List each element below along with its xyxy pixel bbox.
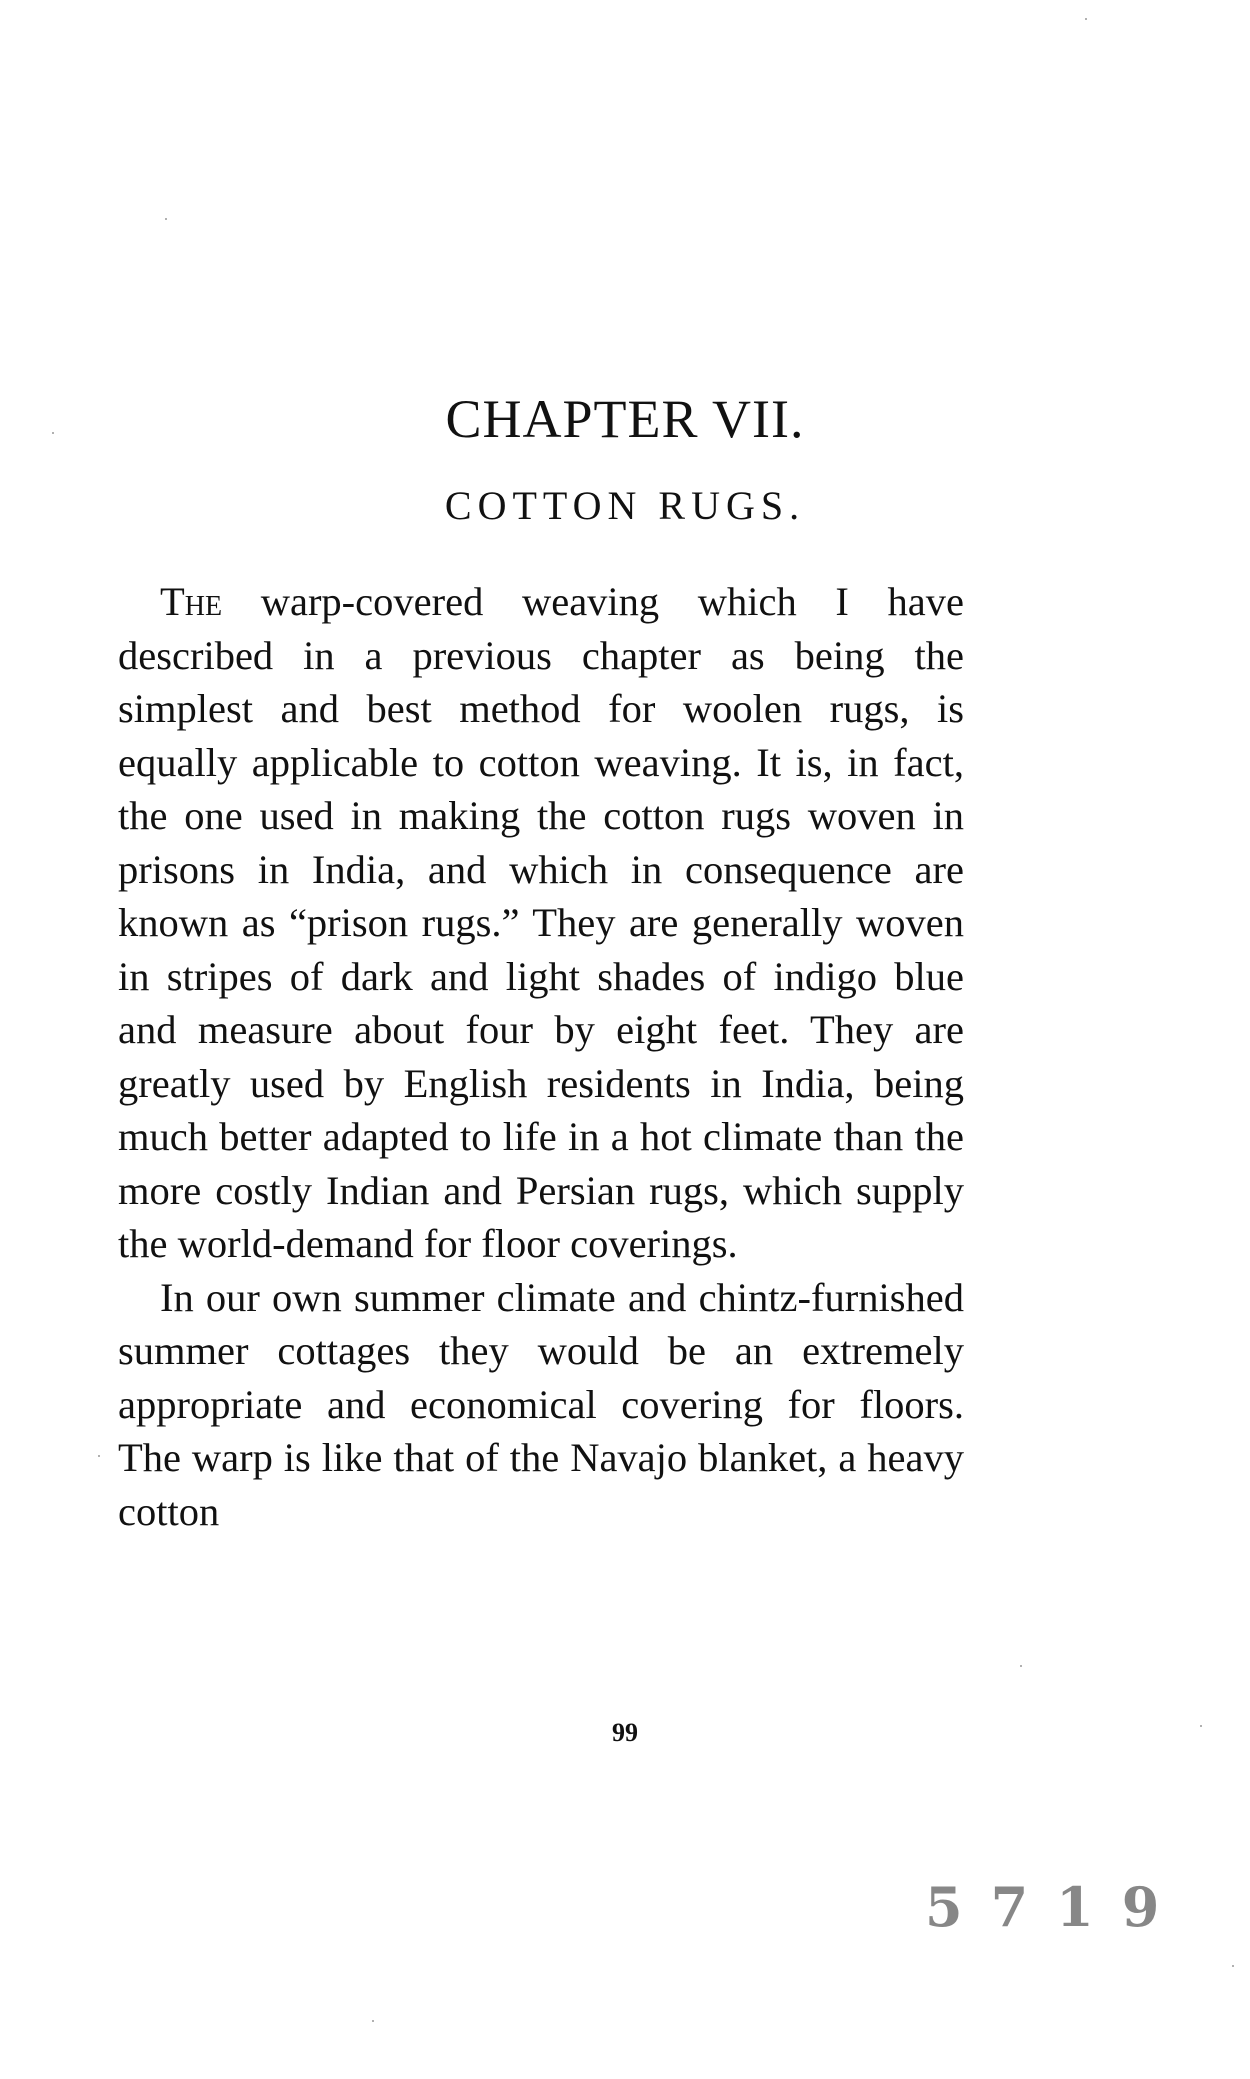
paper-speck (52, 432, 54, 434)
paper-speck (372, 2020, 374, 2022)
chapter-number: CHAPTER VII. (445, 389, 805, 449)
paper-speck (1200, 1725, 1202, 1727)
chapter-title: COTTON RUGS. (444, 483, 806, 528)
paper-speck (165, 218, 167, 220)
paper-speck (1232, 1965, 1234, 1967)
page-number: 99 (612, 1718, 638, 1747)
paragraph-lead-word: The (160, 579, 223, 624)
paragraph-1 (118, 575, 964, 1271)
paragraph-2-text: In our own summer climate and chintz-furnished summer cottages they would be an extremely appropriate and economical covering for floors. The warp is like that of the Navajo blanket, a heavy cotton (118, 1274, 964, 1534)
library-stamp: 5719 (925, 1875, 1188, 1939)
paragraph-2 (118, 1271, 964, 1539)
body-text (118, 575, 964, 1538)
paper-speck (98, 1455, 100, 1457)
paragraph-1-text: warp-covered weaving which I have described in a previous chapter as being the simplest and best method for woolen rugs, is equally applicable to cotton weaving. It is, in fact, the one used in making the cotton rugs woven in prisons in India, and which in consequence are known as “prison rugs.” They are generally woven in stripes of dark and light shades of indigo blue and measure about four by eight feet. They are greatly used by English residents in India, being much better adapted to life in a hot climate than the more costly Indian and Persian rugs, which supply the world-demand for floor coverings. (118, 579, 964, 1266)
paper-speck (1085, 18, 1087, 20)
paper-speck (1020, 1665, 1022, 1667)
